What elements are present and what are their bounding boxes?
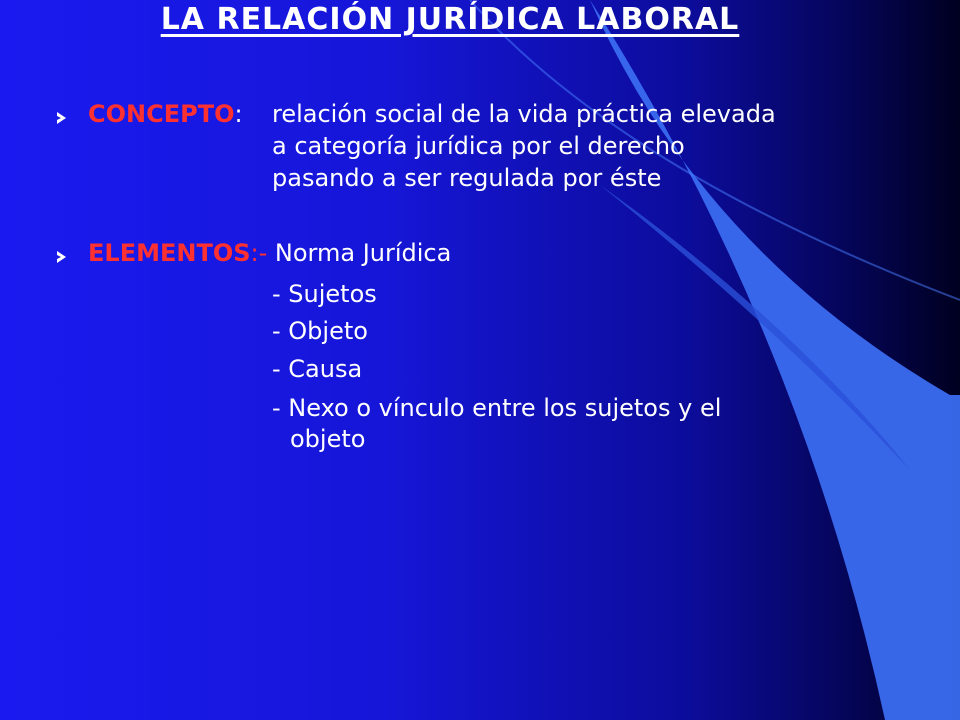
elementos-label: ELEMENTOS	[88, 239, 251, 267]
elementos-item: - Causa	[272, 355, 363, 383]
elementos-item: Norma Jurídica	[274, 239, 452, 267]
concepto-label: CONCEPTO	[88, 100, 235, 128]
concepto-text-line: a categoría jurídica por el derecho	[272, 132, 685, 160]
concepto-text-line: pasando a ser regulada por éste	[272, 164, 662, 192]
arrow-bullet-icon	[57, 112, 66, 124]
slide-title	[0, 2, 900, 37]
concepto-text-line: relación social de la vida práctica elevada	[272, 100, 776, 128]
elementos-line-1	[88, 239, 451, 267]
elementos-item: objeto	[290, 425, 366, 453]
elementos-item: - Nexo o vínculo entre los sujetos y el	[272, 394, 722, 422]
elementos-item: - Objeto	[272, 317, 368, 345]
concepto-line-1	[88, 100, 243, 128]
elementos-item: - Sujetos	[272, 280, 377, 308]
concepto-separator: :	[234, 100, 243, 128]
slide-title-text: LA RELACIÓN JURÍDICA LABORAL	[160, 2, 740, 37]
arrow-bullet-icon	[57, 251, 66, 263]
elementos-separator: :-	[250, 239, 268, 267]
